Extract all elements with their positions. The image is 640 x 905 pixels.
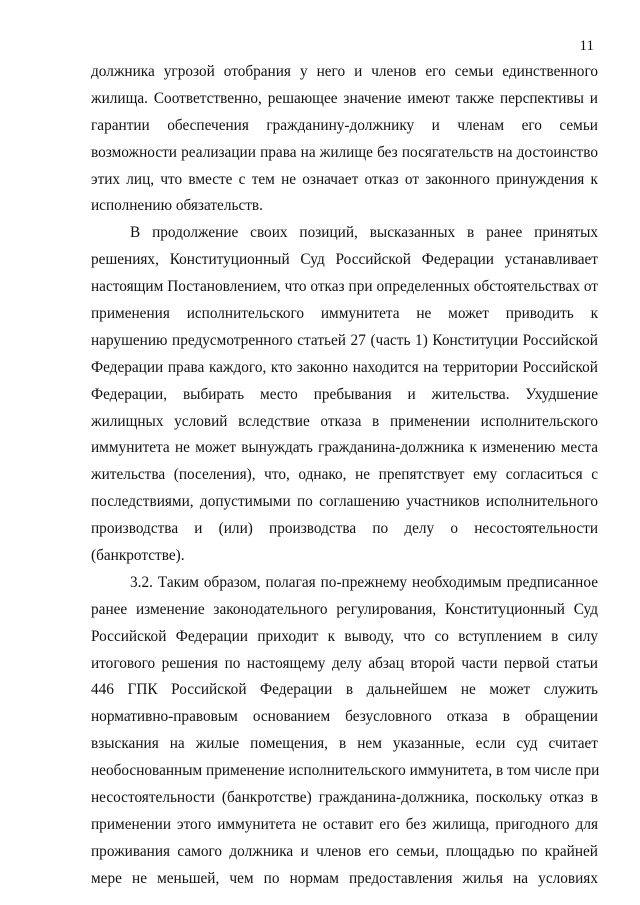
text-line: нарушению предусмотренного статьей 27 (часть 1) Конституции Российской (91, 331, 598, 349)
text-line: этих лиц, что вместе с тем не означает отказ от законного принуждения к (91, 170, 598, 188)
text-line: применении этого иммунитета не оставит его без жилища, пригодного для (91, 815, 598, 833)
text-line: необоснованным применение исполнительского иммунитета, в том числе при (91, 762, 600, 780)
text-line: проживания самого должника и членов его семьи, площадью по крайней (91, 842, 598, 860)
text-line: иммунитета не может вынуждать гражданина-должника к изменению места (91, 439, 598, 457)
text-line: гарантии обеспечения гражданину-должнику и членам его семьи (91, 116, 598, 134)
text-line: последствиями, допустимыми по соглашению участников исполнительного (91, 493, 598, 511)
text-line: применения исполнительского иммунитета не может приводить к (91, 305, 598, 323)
text-line: Российской Федерации приходит к выводу, что со вступлением в силу (91, 627, 598, 645)
text-line: должника угрозой отобрания у него и членов его семьи единственного (91, 63, 598, 80)
text-line: жилищных условий вследствие отказа в применении исполнительского (91, 412, 598, 430)
text-line: решениях, Конституционный Суд Российской Федерации устанавливает (91, 251, 598, 269)
text-line: взыскания на жилые помещения, в нем указанные, если суд считает (91, 735, 598, 753)
text-line: жительства (поселения), что, однако, не препятствует ему согласиться с (91, 466, 598, 484)
text-line: жилища. Соответственно, решающее значение имеют также перспективы и (91, 89, 598, 107)
text-line: Федерации, выбирать место пребывания и жительства. Ухудшение (91, 385, 598, 403)
page-number: 11 (579, 38, 594, 54)
text-line: возможности реализации права на жилище без посягательств на достоинство (91, 143, 598, 161)
text-line: Федерации права каждого, кто законно находится на территории Российской (91, 358, 598, 376)
text-line: производства и (или) производства по делу о несостоятельности (91, 520, 598, 538)
text-line: исполнению обязательств. (91, 197, 263, 215)
text-line: мере не меньшей, чем по нормам предоставления жилья на условиях (91, 869, 598, 887)
text-line: В продолжение своих позиций, высказанных в ранее принятых (130, 224, 598, 242)
text-line: несостоятельности (банкротстве) гражданина-должника, поскольку отказ в (91, 789, 598, 807)
text-line: (банкротстве). (91, 547, 185, 565)
text-line: настоящим Постановлением, что отказ при определенных обстоятельствах от (91, 278, 598, 296)
text-line: 446 ГПК Российской Федерации в дальнейшем не может служить (91, 681, 598, 699)
text-line: ранее изменение законодательного регулирования, Конституционный Суд (91, 600, 598, 618)
text-line: нормативно-правовым основанием безусловного отказа в обращении (91, 708, 598, 726)
text-line: 3.2. Таким образом, полагая по-прежнему необходимым предписанное (130, 573, 598, 591)
document-body (91, 59, 598, 893)
text-line: итогового решения по настоящему делу абзац второй части первой статьи (91, 654, 598, 672)
